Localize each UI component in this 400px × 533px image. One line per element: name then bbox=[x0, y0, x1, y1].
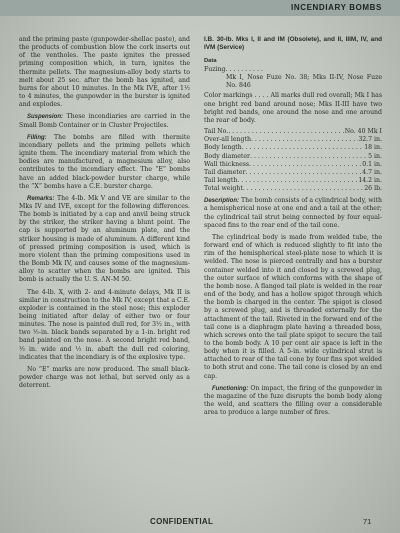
spec-value: 5 in. bbox=[368, 152, 382, 160]
spec-value: 4.7 in. bbox=[362, 168, 382, 176]
spec-value: 32.7 in. bbox=[358, 136, 382, 144]
spec-row bbox=[204, 185, 382, 193]
spec-key: Tail diameter bbox=[204, 168, 246, 176]
spec-value: 0.1 in. bbox=[362, 160, 382, 168]
spec-leader-dots bbox=[250, 153, 368, 161]
spec-row bbox=[204, 136, 382, 144]
right-column bbox=[204, 36, 382, 421]
suspension-text: These incendiaries are carried in the Small Bomb Container or in Cluster Projectiles. bbox=[19, 113, 190, 129]
remarks-text: The 4-lb. Mk V and VE are similar to the Mks IV and IVE, except for the following differences. The bomb is initiated by a cap and anvil being struck by the striker, the striker having a blunt point. The cap is supported by an aluminum plate, and the striker housing is made of aluminum. A different kind of pressed priming composition is used, which is more violent than the priming compositions used in the Bomb Mk IV, and causes some of the magnesium-alloy to scatter when the bombs are ignited. This bomb is actually the U. S. AN-M 50. bbox=[19, 194, 190, 284]
suspension-lead: Suspension: bbox=[27, 114, 64, 121]
functioning-paragraph bbox=[204, 385, 382, 418]
fuzing-key: Fuzing bbox=[204, 65, 226, 73]
spec-leader-dots bbox=[246, 169, 363, 177]
spec-key: Body diameter bbox=[204, 152, 250, 160]
data-label: Data bbox=[204, 57, 217, 64]
spec-value: No. 40 Mk I bbox=[344, 128, 382, 136]
spec-list bbox=[204, 128, 382, 193]
spec-key: Tail length bbox=[204, 177, 238, 184]
spec-row bbox=[204, 153, 382, 161]
section-heading: I.B. 30-lb. Mks I, II and IM (Obsolete), and II, IIIM, IV, and IVM (Service) bbox=[204, 36, 382, 52]
construction-paragraph: The cylindrical body is made from welded tube, the forward end of which is reduced slightly to fit into the rim of the hemispherical steel-plate nose to which it is welded. The nose is pierced centrally and has a burster container welded into it and closed by a screwed plug, the outer surface of which conforms with the shape of the bomb nose. A flanged tail plate is welded in the rear end of the body, and has a hollow spigot through which the bomb is charged in the center. The spigot is closed by a screwed plug, and is threaded externally for the attachment of the tail. Riveted in the forward end of the tail cone is a diaphragm plate having a threaded boss, which screws onto the tail plate spigot to secure the tail to the bomb body. A 10 per cent air space is left in the body when it is filled. A 5-in. wide cylindrical strut is attached to rear of the tail cone by four fins spot welded to both strut and cone. The tail cone is closed by an end cap. bbox=[204, 233, 382, 380]
description-lead: Description: bbox=[204, 198, 240, 205]
delay-paragraph: The 4-lb. X, with 2- and 4-minute delays, Mk II is similar in construction to the Mk IV, except that a C.E. exploder is contained in the steel nose; this exploder being initiated after delay of either two or four minutes. The nose is painted dull red, for 3½ in., with two ½-in. black bands separated by a 1-in. bright red band painted on the nose. A second bright red band, ½ in. wide and ½ in. abaft the dull red coloring, indicates that the incendiary is of the explosive type. bbox=[19, 288, 190, 361]
classification-mark: CONFIDENTIAL bbox=[150, 517, 214, 526]
color-value: All marks dull red overall; Mk I has one bright red band around nose; Mks II-III have two bright red bands, one around the nose and one around the rear of body. bbox=[204, 92, 382, 124]
description-text: The bomb consists of a cylindrical body, with a hemispherical nose at one end and a tail at the other; the cylindrical tail strut being connected by four equal-spaced fins to the rear end of the tail cone. bbox=[204, 197, 382, 229]
spec-key: Total weight bbox=[204, 185, 243, 193]
spec-leader-dots bbox=[243, 185, 364, 193]
spec-row bbox=[204, 161, 382, 169]
description-paragraph bbox=[204, 197, 382, 230]
functioning-text: On impact, the firing of the gunpowder in the magazine of the fuze disrupts the bomb body along the weld, and scatters the filling over a considerable area to produce a large number of fires. bbox=[204, 384, 382, 417]
spec-key: Over-all length bbox=[204, 136, 251, 144]
spec-value: 14.2 in. bbox=[358, 177, 382, 184]
header-title: INCENDIARY BOMBS bbox=[291, 3, 382, 12]
left-column bbox=[19, 36, 190, 394]
spec-row bbox=[204, 177, 382, 185]
spec-value: 26 lb. bbox=[364, 185, 382, 193]
left-paragraph-1: and the priming paste (gunpowder-shellac paste), and the products of combustion blow the cork inserts out of the ventholes. The paste ignites the pressed priming composition which, in turn, ignites the thermite pellets. The magnesium-alloy body starts to melt about 25 sec. after the bomb has ignited, and burns for about 10 minutes. In the Mk IVE, after 1½ to 4 minutes, the gunpowder in the burster is ignited and explodes. bbox=[19, 36, 190, 109]
spec-leader-dots bbox=[251, 136, 358, 144]
remarks-paragraph bbox=[19, 195, 190, 285]
last-paragraph: No “E” marks are now produced. The small black-powder charge was not lethal, but served only as a deterrent. bbox=[19, 365, 190, 390]
spec-key: Wall thickness bbox=[204, 160, 250, 168]
spec-key: Tail No. bbox=[204, 128, 229, 136]
spec-value: 18 in. bbox=[364, 144, 382, 152]
spec-leader-dots bbox=[249, 161, 362, 169]
spec-row bbox=[204, 144, 382, 152]
fuzing-value: Mk I, Nose Fuze No. 38; Mks II-IV, Nose Fuze No. 846 bbox=[226, 74, 382, 90]
suspension-paragraph bbox=[19, 113, 190, 129]
remarks-lead: Remarks: bbox=[27, 195, 55, 202]
spec-row bbox=[204, 128, 382, 136]
filling-lead: Filling: bbox=[27, 134, 47, 141]
functioning-lead: Functioning: bbox=[212, 385, 249, 392]
spec-leader-dots bbox=[242, 144, 364, 152]
filling-paragraph bbox=[19, 134, 190, 191]
spec-leader-dots bbox=[237, 177, 358, 185]
color-key: Color markings bbox=[204, 92, 253, 100]
spec-row bbox=[204, 169, 382, 177]
spec-leader-dots bbox=[228, 128, 344, 136]
fuzing-row: Fuzing . . . . . . . . . . bbox=[204, 65, 265, 73]
spec-key: Body length bbox=[204, 144, 242, 152]
footer bbox=[0, 516, 400, 530]
page-number: 71 bbox=[363, 517, 372, 526]
running-header bbox=[0, 0, 400, 16]
filling-text: The bombs are filled with thermite incendiary pellets and the priming pellets which ignite them. The incendiary material from which the bodies are manufactured, a magnesium alloy, also contributes to the incendiary effect. The “E” bombs have an added black-powder burster charge, while the “X” bombs have a C.E. burster charge. bbox=[19, 133, 190, 190]
color-markings: Color markings . . . . All marks dull red overall; Mk I has one bright red band around nose; Mks II-III have two bright red bands, one around the nose and one around the rear of body. bbox=[204, 92, 382, 124]
